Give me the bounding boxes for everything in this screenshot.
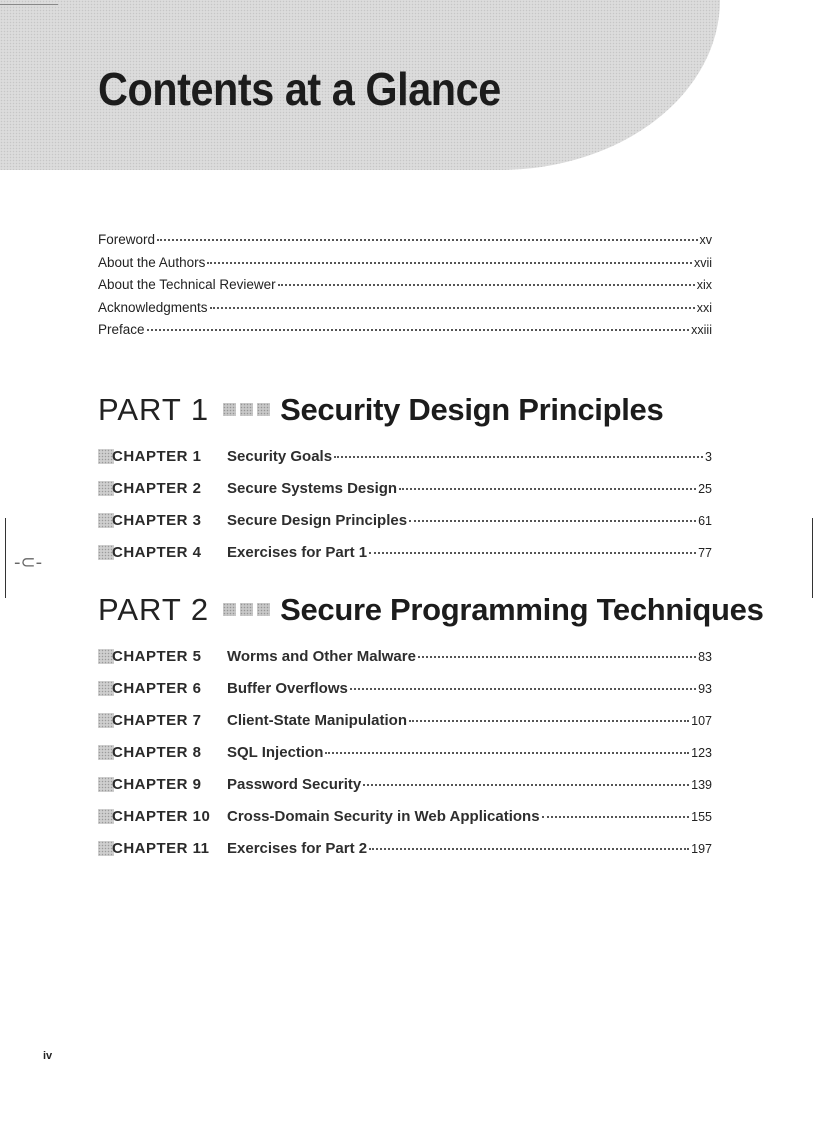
chapter-label: CHAPTER 6: [98, 680, 227, 697]
toc-entry-title: Preface: [98, 322, 145, 337]
chapter-label: CHAPTER 10: [98, 808, 227, 825]
chapter-label: CHAPTER 3: [98, 512, 227, 529]
chapter-label: CHAPTER 2: [98, 480, 227, 497]
toc-entry-page: xix: [696, 278, 712, 292]
part-label: PART 2: [98, 592, 210, 627]
chapter-entry[interactable]: [98, 808, 712, 840]
left-edge-mark: [5, 518, 6, 598]
toc-entry-foreword[interactable]: [98, 232, 712, 255]
chapter-title: Exercises for Part 1: [227, 544, 368, 561]
square-bullet-icon: [223, 403, 236, 416]
front-matter-list: [98, 232, 712, 345]
square-bullet-icon: [257, 403, 270, 416]
part-title: Security Design Principles: [280, 392, 664, 427]
chapter-label: CHAPTER 11: [98, 840, 227, 857]
chapter-entry[interactable]: [98, 712, 712, 744]
toc-entry-page: xxi: [696, 300, 712, 315]
chapter-page: 77: [698, 546, 712, 560]
registration-mark-icon: -⊂-: [14, 552, 43, 573]
chapter-page: 197: [691, 842, 712, 856]
chapter-label: CHAPTER 1: [98, 448, 227, 465]
dot-leader: [542, 816, 690, 818]
chapter-title: Buffer Overflows: [227, 680, 348, 697]
toc-entry-title: Acknowledgments: [98, 299, 208, 315]
chapter-entry[interactable]: [98, 544, 712, 576]
chapter-entry[interactable]: [98, 480, 712, 512]
dot-leader: [409, 520, 696, 522]
dot-leader: [207, 262, 692, 264]
square-bullet-icon: [240, 403, 253, 416]
square-bullet-icon: [240, 603, 253, 616]
chapter-label: CHAPTER 9: [98, 776, 227, 793]
part-divider-squares: [223, 603, 270, 616]
chapter-page: 93: [698, 682, 712, 696]
chapter-entry[interactable]: [98, 680, 712, 712]
part-2-heading: [98, 592, 764, 628]
dot-leader: [409, 720, 689, 722]
toc-entry-about-authors[interactable]: [98, 255, 712, 278]
toc-entry-title: About the Authors: [98, 254, 206, 270]
chapter-title: SQL Injection: [227, 744, 324, 761]
square-bullet-icon: [223, 603, 236, 616]
dot-leader: [334, 456, 703, 458]
chapter-title: Secure Design Principles: [227, 512, 408, 529]
top-rule: [0, 0, 58, 5]
chapter-page: 107: [691, 714, 712, 728]
part-label: PART 1: [98, 392, 210, 427]
toc-entry-technical-reviewer[interactable]: [98, 277, 712, 300]
dot-leader: [363, 784, 689, 786]
chapter-title: Cross-Domain Security in Web Applications: [227, 808, 540, 825]
chapter-title: Security Goals: [227, 448, 333, 465]
dot-leader: [157, 239, 697, 241]
dot-leader: [399, 488, 696, 490]
chapter-page: 139: [691, 778, 712, 792]
dot-leader: [418, 656, 696, 658]
chapter-entry[interactable]: [98, 648, 712, 680]
toc-entry-title: About the Technical Reviewer: [98, 277, 276, 292]
dot-leader: [350, 688, 696, 690]
chapter-entry[interactable]: [98, 744, 712, 776]
chapter-label: CHAPTER 4: [98, 544, 227, 561]
toc-entry-page: xv: [699, 233, 712, 247]
part-title: Secure Programming Techniques: [280, 592, 764, 627]
chapter-title: Exercises for Part 2: [227, 840, 368, 857]
toc-entry-page: xxiii: [691, 323, 712, 337]
chapter-page: 155: [691, 810, 712, 824]
dot-leader: [369, 552, 696, 554]
chapter-label: CHAPTER 7: [98, 712, 227, 729]
chapter-page: 61: [698, 514, 712, 528]
part-1-chapter-list: [98, 448, 712, 576]
toc-entry-page: xvii: [693, 255, 712, 270]
dot-leader: [369, 848, 689, 850]
page-number: iv: [43, 1050, 53, 1062]
chapter-page: 3: [705, 450, 712, 464]
toc-entry-preface[interactable]: [98, 322, 712, 345]
chapter-entry[interactable]: [98, 776, 712, 808]
chapter-page: 123: [691, 746, 712, 760]
part-1-heading: [98, 392, 663, 428]
chapter-page: 83: [698, 650, 712, 664]
toc-entry-acknowledgments[interactable]: [98, 300, 712, 323]
chapter-label: CHAPTER 5: [98, 648, 227, 665]
dot-leader: [325, 752, 689, 754]
toc-entry-title: Foreword: [98, 232, 156, 247]
chapter-title: Password Security: [227, 776, 362, 793]
chapter-title: Worms and Other Malware: [227, 648, 416, 665]
dot-leader: [210, 307, 695, 309]
right-edge-mark: [812, 518, 813, 598]
chapter-label: CHAPTER 8: [98, 744, 227, 761]
page-title: Contents at a Glance: [98, 63, 501, 115]
chapter-title: Secure Systems Design: [227, 480, 398, 497]
square-bullet-icon: [257, 603, 270, 616]
chapter-entry[interactable]: [98, 840, 712, 872]
part-divider-squares: [223, 403, 270, 416]
chapter-entry[interactable]: [98, 448, 712, 480]
chapter-title: Client-State Manipulation: [227, 712, 407, 729]
chapter-entry[interactable]: [98, 512, 712, 544]
dot-leader: [147, 329, 690, 331]
dot-leader: [278, 284, 695, 286]
chapter-page: 25: [698, 482, 712, 496]
part-2-chapter-list: [98, 648, 712, 872]
